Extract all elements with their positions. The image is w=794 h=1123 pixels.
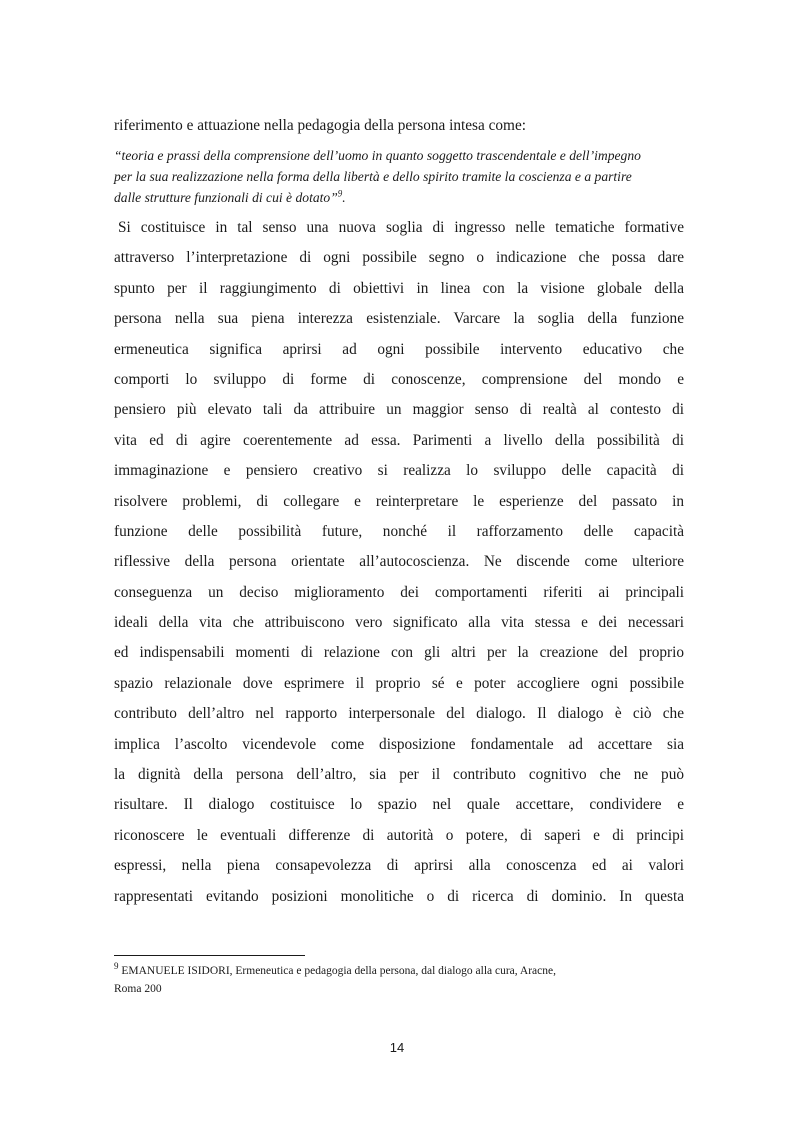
footnote [114,962,684,998]
body-line: espressi, nella piena consapevolezza di aprirsi alla conoscenza ed ai valori [114,857,684,875]
body-line: ermeneutica significa aprirsi ad ogni possibile intervento educativo che [114,340,684,358]
body-line: rappresentati evitando posizioni monolitiche o di ricerca di dominio. In questa [114,887,684,905]
footnote-line [114,962,684,980]
footnote-reference[interactable]: 9 [337,188,343,199]
body-paragraph [114,213,684,912]
body-line: Si costituisce in tal senso una nuova soglia di ingresso nelle tematiche formative [118,219,684,236]
body-line: persona nella sua piena interezza esistenziale. Varcare la soglia della funzione [114,310,684,328]
intro-line: riferimento e attuazione nella pedagogia della persona intesa come: [114,117,526,134]
footnote-line: Roma 200 [114,983,162,995]
quote-line: “teoria e prassi della comprensione dell’uomo in quanto soggetto trascendentale e dell’impegno [114,148,641,163]
footnote-number: 9 [114,961,119,972]
page-number: 14 [389,1040,405,1055]
body-line: funzione delle possibilità future, nonché il rafforzamento delle capacità [114,522,684,540]
block-quote [114,145,689,208]
footnote-separator [114,955,305,956]
quote-line-text: dalle strutture funzionali di cui è dotato” [114,190,338,205]
body-line: ideali della vita che attribuiscono vero significato alla vita stessa e dei necessari [114,614,684,632]
quote-end-punctuation: . [342,190,346,205]
footnote-text: EMANUELE ISIDORI, Ermeneutica e pedagogia della persona, dal dialogo alla cura, Aracne, [118,965,556,977]
body-line: attraverso l’interpretazione di ogni possibile segno o indicazione che possa dare [114,249,684,267]
body-line: contributo dell’altro nel rapporto interpersonale del dialogo. Il dialogo è ciò che [114,705,684,723]
quote-line: per la sua realizzazione nella forma della libertà e dello spirito tramite la coscienza e a partire [114,169,632,184]
body-line: risultare. Il dialogo costituisce lo spazio nel quale accettare, condividere e [114,796,684,814]
body-line: implica l’ascolto vicendevole come disposizione fondamentale ad accettare sia [114,735,684,753]
body-line: immaginazione e pensiero creativo si realizza lo sviluppo delle capacità di [114,462,684,480]
body-line: ed indispensabili momenti di relazione con gli altri per la creazione del proprio [114,644,684,662]
body-line: spunto per il raggiungimento di obiettivi in linea con la visione globale della [114,279,684,297]
body-line: riflessive della persona orientate all’autocoscienza. Ne discende come ulteriore [114,553,684,571]
quote-line [114,187,689,208]
body-line: riconoscere le eventuali differenze di autorità o potere, di saperi e di principi [114,826,684,844]
body-line: la dignità della persona dell’altro, sia per il contributo cognitivo che ne può [114,766,684,784]
body-line: conseguenza un deciso miglioramento dei comportamenti riferiti ai principali [114,583,684,601]
body-line: comporti lo sviluppo di forme di conoscenze, comprensione del mondo e [114,370,684,388]
body-line: pensiero più elevato tali da attribuire un maggior senso di realtà al contesto di [114,401,684,419]
body-line: vita ed di agire coerentemente ad essa. Parimenti a livello della possibilità di [114,431,684,449]
body-line: spazio relazionale dove esprimere il proprio sé e poter accogliere ogni possibile [114,674,684,692]
body-line: risolvere problemi, di collegare e reinterpretare le esperienze del passato in [114,492,684,510]
